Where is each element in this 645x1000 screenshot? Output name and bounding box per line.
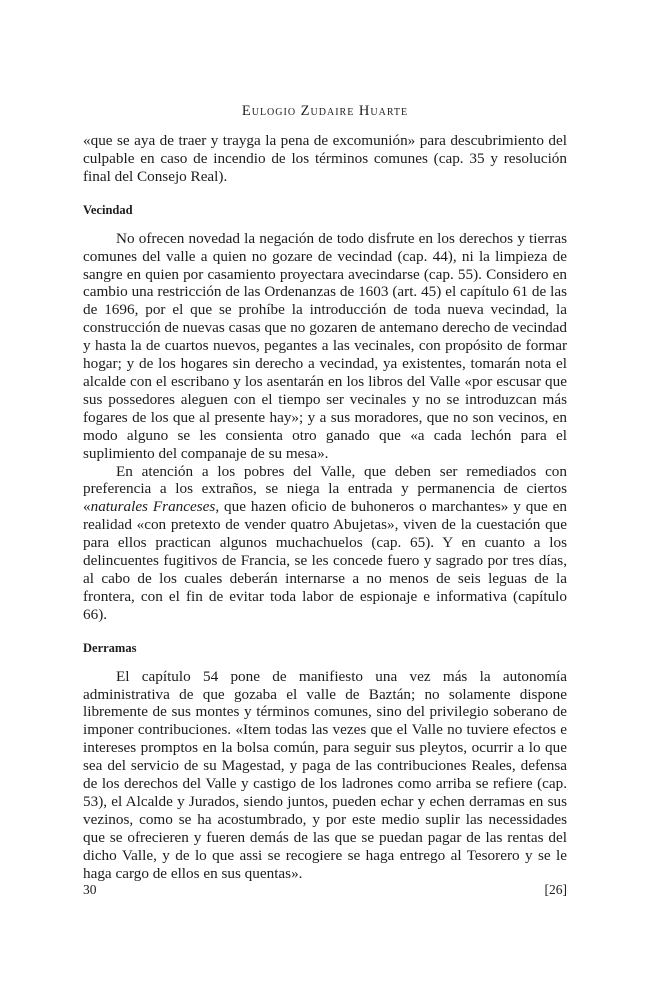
paragraph-derramas-1: El capítulo 54 pone de manifiesto una vez más la autonomía administrativa de que gozaba el valle de Baztán; no solamente dispone libremente de sus montes y términos comunes, sino del privilegio soberano de imponer contribuciones. «Item todas las vezes que el Valle no tuviere efectos e intereses promptos en la bolsa común, para seguir sus pleytos, ocurrir a lo que sea del servicio de su Magestad, y paga de las contribuciones Reales, defensa de los derechos del Valle y castigo de los ladrones como arriba se refiere (cap. 53), el Alcalde y Jurados, siendo juntos, pueden echar y echen derramas en sus vezinos, como se ha acostumbrado, y por este medio suplir las necessidades que se ofrecieren y fueren demás de las que se puedan pagar de las rentas del dicho Valle, y de lo que assi se recogiere se haga entrego al Tesorero y se le haga cargo de ellos en sus quentas».	[83, 667, 567, 882]
paragraph-vecindad-2-part-b: , que hazen oficio de buhoneros o marchantes» y que en realidad «con pretexto de vender quatro Abujetas», viven de la cuestación que para ellos practican algunos muchachuelos (cap. 65). Y en cuanto a los delincuentes fugitivos de Francia, se les concede fuero y sagrado por tres días, al cabo de los cuales deberán internarse a no menos de seis leguas de la frontera, con el fin de evitar toda labor de espionaje e informativa (capítulo 66).	[83, 498, 567, 623]
paragraph-vecindad-2-italic: naturales Franceses	[90, 498, 216, 516]
body-text	[83, 132, 567, 883]
paragraph-continuation: «que se aya de traer y trayga la pena de excomunión» para descubrimiento del culpable en caso de incendio de los términos comunes (cap. 35 y resolución final del Consejo Real).	[83, 132, 567, 185]
paragraph-vecindad-1: No ofrecen novedad la negación de todo disfrute en los derechos y tierras comunes del valle a quien no gozare de vecindad (cap. 44), ni la limpieza de sangre en quien por casamiento proyectara avecindarse (cap. 55). Considero en cambio una restricción de las Ordenanzas de 1603 (art. 45) el capítulo 61 de las de 1696, por el que se prohíbe la introducción de toda nueva vecindad, la construcción de nuevas casas que no gozaren de antemano derecho de vecindad y hasta la de cuartos nuevos, pegantes a las vecinales, con propósito de formar hogar; y de los hogares sin derecho a vecindad, ya existentes, tomarán nota el alcalde con el escribano y los asentarán en los libros del Valle «por escusar que sus possedores aleguen con el tiempo ser vecinales y no se introduzcan más fogares de los que al presente hay»; y a sus moradores, que no son vecinos, en modo alguno se les consienta otro ganado que «a cada lechón para el suplimiento del companaje de su mesa».	[83, 229, 567, 462]
section-heading-vecindad: Vecindad	[83, 202, 133, 217]
document-page	[83, 0, 567, 1000]
paragraph-vecindad-2-part-a: En atención a los pobres del Valle, que deben ser remediados con preferencia a los extraños, se niega la entrada y permanencia de ciertos «	[83, 462, 567, 516]
bracket-page-number: [26]	[544, 882, 567, 897]
paragraph-vecindad-2	[83, 463, 567, 624]
page-number: 30	[83, 882, 97, 897]
section-heading-derramas: Derramas	[83, 640, 137, 655]
running-head: Eulogio Zudaire Huarte	[241, 103, 409, 119]
